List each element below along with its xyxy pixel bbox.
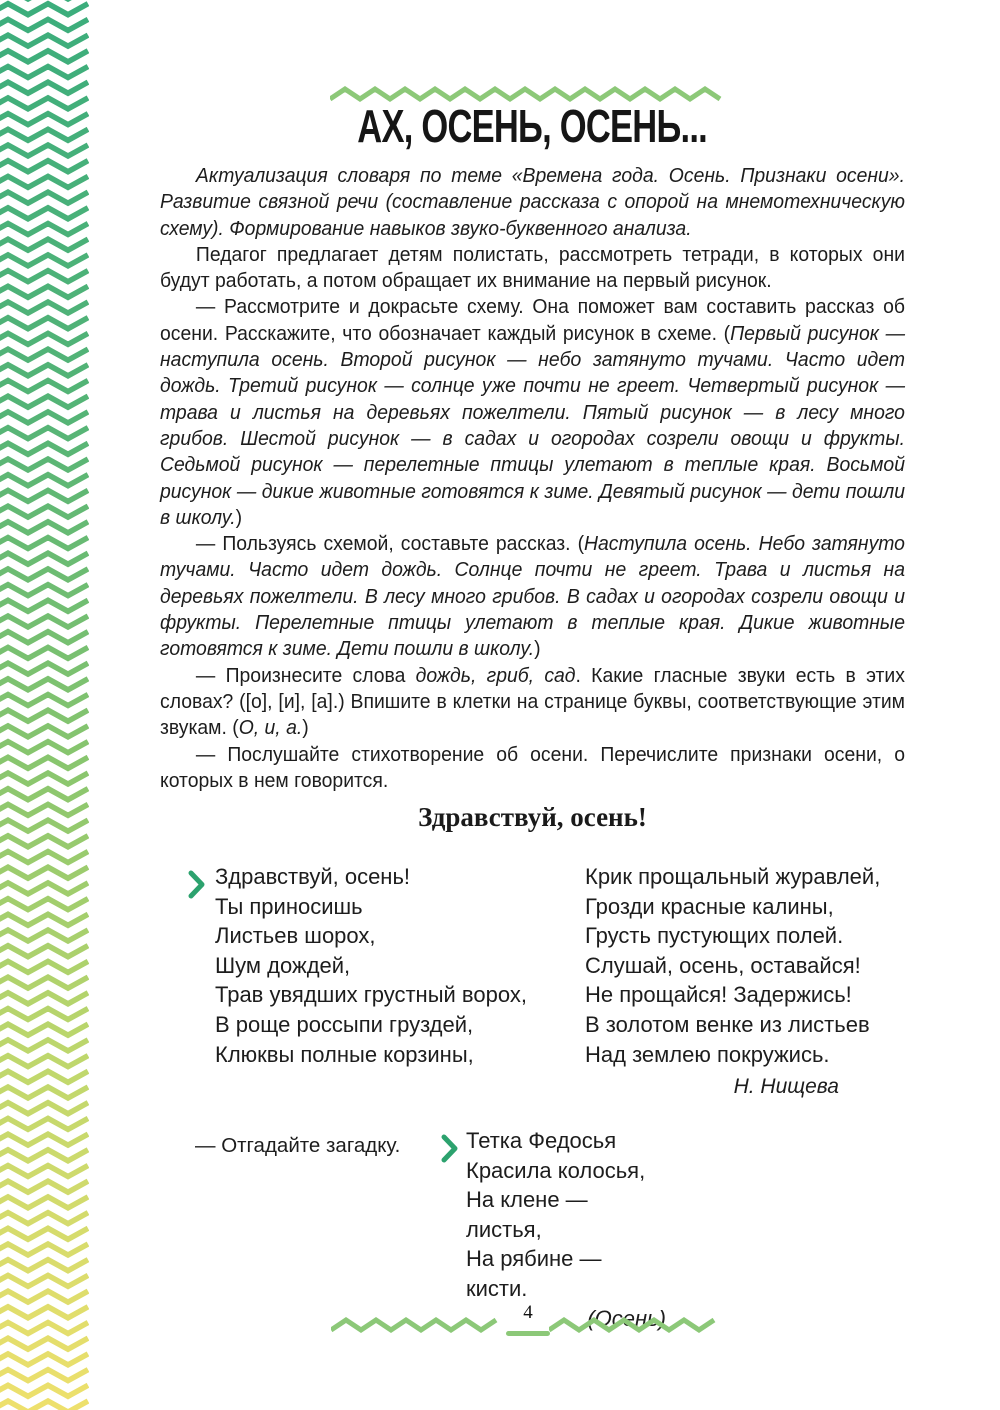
riddle-chevron-icon [441, 1133, 459, 1165]
poem-line: Грозди красные калины, [585, 893, 834, 919]
riddle-text [466, 1126, 666, 1333]
text-run: ) [302, 716, 309, 740]
paragraph-goals [160, 163, 905, 242]
zigzag-divider-bottom-left [331, 1316, 503, 1334]
riddle-answer: (Осень) [587, 1305, 666, 1331]
riddle-line: На клене — листья, [466, 1187, 588, 1242]
riddle-line: Тетка Федосья [466, 1128, 617, 1153]
italic-run: дождь, гриб, сад [415, 663, 576, 687]
poem-line: В роще россыпи груздей, [215, 1011, 474, 1037]
poem-line: Здравствуй, осень! [215, 864, 411, 889]
poem-line: Над землею покружись. [585, 1041, 830, 1067]
paragraph-scheme-task [160, 294, 905, 531]
text-run: — Послушайте стихотворение об осени. Перечислите признаки осени, о которых в нем говорится. [160, 742, 905, 792]
poem-line: Ты приносишь [215, 893, 363, 919]
page-title-text: АХ, ОСЕНЬ, ОСЕНЬ... [357, 100, 708, 152]
text-run: . Какие гласные звуки есть в этих словах? ([о], [и], [а].) Впишите в клетки на странице буквы, соответствующие этим звукам. ( [160, 663, 905, 740]
poem-line: Слушай, осень, оставайся! [585, 952, 861, 978]
poem-line: Грусть пустующих полей. [585, 923, 844, 949]
poem-line: В золотом венке из листьев [585, 1011, 870, 1037]
italic-run: О, и, а. [238, 716, 303, 740]
poem-line: Листьев шорох, [215, 923, 376, 949]
riddle-line: Красила колосья, [466, 1157, 646, 1183]
poem-line: Трав увядших грустный ворох, [215, 982, 527, 1008]
poem-line: Крик прощальный журавлей, [585, 864, 881, 889]
riddle-prompt: — Отгадайте загадку. [195, 1134, 401, 1157]
page-number: 4 [523, 1302, 533, 1323]
chevron-border-decoration [0, 0, 89, 1410]
lesson-text [160, 163, 905, 794]
italic-run: Наступила осень. Небо затянуто тучами. Часто идет дождь. Солнце почти не греет. Трава и листья на деревьях пожелтели. В лесу много грибов. В садах и огородах созрели овощи и фрукты. Перелетные птицы улетают в теплые края. Дикие животные готовятся к зиме. Дети пошли в школу. [160, 532, 905, 661]
poem-line: Не прощайся! Задержись! [585, 982, 852, 1008]
poem-column-right [585, 862, 895, 1102]
italic-run: Первый рисунок — наступила осень. Второй рисунок — небо затянуто тучами. Часто идет дождь. Третий рисунок — солнце уже почти не греет. Четвертый рисунок — трава и листья на деревьях пожелтели. Пятый рисунок — в лесу много грибов. Шестой рисунок — в садах и огородах созрели овощи и фрукты. Седьмой рисунок — перелетные птицы улетают в теплые края. Восьмой рисунок — дикие животные готовятся к зиме. Девятый рисунок — дети пошли в школу. [160, 321, 905, 529]
poem-author: Н. Нищева [733, 1075, 839, 1099]
poem-line: Шум дождей, [215, 952, 351, 978]
text-run: ) [235, 505, 243, 529]
text-run: ) [534, 637, 541, 661]
paragraph-sounds-task [160, 663, 905, 742]
poem-column-left [215, 862, 527, 1069]
zigzag-divider-bottom-right [549, 1316, 727, 1334]
riddle-lines [466, 1126, 666, 1304]
paragraph-story-task [160, 531, 905, 662]
riddle-line: На рябине — кисти. [466, 1246, 602, 1301]
paragraph-intro [160, 242, 905, 295]
paragraph-poem-task [160, 742, 905, 795]
page-title [160, 99, 905, 153]
text-run: Педагог предлагает детям полистать, рассмотреть тетради, в которых они будут работать, а потом обращает их внимание на первый рисунок. [160, 242, 905, 293]
italic-run: Актуализация словаря по теме «Времена года. Осень. Признаки осени». Развитие связной речи (составление рассказа с опорой на мнемотехническую схему). Формирование навыков звуко-буквенного анализа. [160, 164, 905, 240]
poem-chevron-icon [188, 869, 206, 901]
text-run: — Произнесите слова [195, 663, 416, 687]
page-number-underline [506, 1331, 550, 1336]
text-run: — Пользуясь схемой, составьте рассказ. ( [195, 532, 585, 556]
poem-title: Здравствуй, осень! [418, 802, 647, 832]
poem-column-right-lines [585, 862, 895, 1069]
text-run: — Рассмотрите и докрасьте схему. Она поможет вам составить рассказ об осени. Расскажите, что обозначает каждый рисунок в схеме. ( [160, 295, 905, 345]
poem-line: Клюквы полные корзины, [215, 1041, 474, 1067]
